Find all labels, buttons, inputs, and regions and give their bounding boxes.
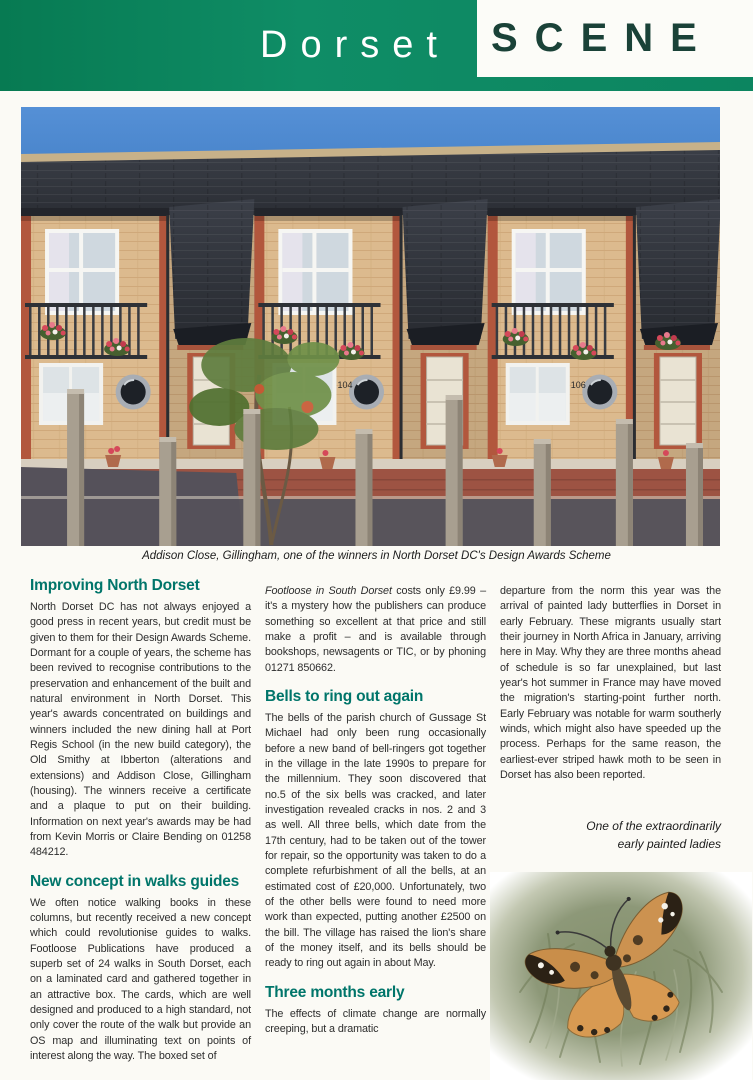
heading-three-months-early: Three months early — [265, 983, 405, 1001]
heading-bells-ring-out: Bells to ring out again — [265, 687, 424, 705]
butterfly-caption-line2: early painted ladies — [617, 837, 721, 852]
house-number-104: 104 — [337, 380, 353, 390]
paragraph: We often notice walking books in these columns, but recently received a new concept which could revolutionise guides to walks. Footloose Publications have produced a superb set of 24 walks in South Dorset, each on a laminated card and gathered together in an attractive box. The cards, which are well designed and produced to a high standard, not only cover the route of the walk but provide an OS map and illuminating text on points of interest along the way. The boxed set of — [30, 896, 251, 1062]
butterfly-photo — [490, 872, 752, 1080]
column-1 — [30, 577, 251, 1066]
butterfly-illustration — [490, 872, 752, 1080]
paragraph: The effects of climate change are normally creeping, but a dramatic — [265, 1007, 486, 1035]
butterfly-caption-line1: One of the extraordinarily — [586, 819, 721, 834]
book-title-italic: Footloose in South Dorset — [265, 585, 392, 597]
butterfly-caption — [500, 817, 721, 853]
photo-caption: Addison Close, Gillingham, one of the winners in North Dorset DC's Design Awards Scheme — [142, 550, 611, 562]
paragraph: North Dorset DC has not always enjoyed a good press in recent years, but credit must be given to them for their Design Awards Scheme. Dormant for a couple of years, the scheme has been revived to recognise contributions to the preservation and enhancement of the built and natural environment in North Dorset. This year's awards concentrated on buildings and winners included the new dining hall at Port Regis School (in the new build category), the Old Smithy at Ibberton (alterations and extensions) and Addison Close, Gillingham (housing). The winners receive a certificate and a plaque to put on their building. Information on next year's awards may be had from Kevin Morris or Claire Bending on 01258 484212. — [30, 601, 251, 859]
houses-photo — [21, 107, 720, 546]
heading-new-concept-walks: New concept in walks guides — [30, 872, 240, 890]
paragraph — [265, 584, 486, 676]
houses-photo-illustration — [21, 107, 720, 546]
masthead-scene-box — [477, 0, 753, 77]
house-number-106: 106 — [570, 380, 586, 390]
masthead-title-scene: SCENE — [491, 16, 714, 60]
column-2 — [265, 577, 486, 1066]
paragraph: departure from the norm this year was the arrival of painted lady butterflies in Dorset in early February. These migrants usually start their journey in North Africa in January, arriving here in May. Why they are three months ahead of schedule is so far unexplained, but last year's hot summer in France may have moved the migration's starting-point further north. Early February was notable for warm southerly winds, which might also have speeded up the process. Perhaps for the same reason, the earliest-ever striped hawk moth to be seen in Dorset has also been reported. — [500, 585, 721, 781]
paragraph-text: costs only £9.99 – it's a mystery how the publishers can produce something so excellent at that price and still make a profit – and is available through bookshops, newsagents or TIC, or by phoning 01271 850662. — [265, 585, 486, 674]
paragraph: The bells of the parish church of Gussage St Michael had only been rung occasionally before a new band of bell-ringers got together in the village in the late 1990s to prepare for the millennium. They soon discovered that no.5 of the six bells was cracked, and later investigation revealed cracks in nos. 2 and 3 as well. All three bells, which date from the 17th century, had to be taken out of the tower for repair, so the opportunity was taken to do a complete refurbishment of all the bells, at an estimated cost of £20,000. Unfortunately, two of the other bells were found to need more work than expected, putting another £2500 on the bill. The village has raised the lion's share of the money itself, and its bells should be ready to ring out again in about May. — [265, 711, 486, 970]
masthead-title-dorset: Dorset — [260, 24, 450, 66]
heading-improving-north-dorset: Improving North Dorset — [30, 577, 200, 594]
